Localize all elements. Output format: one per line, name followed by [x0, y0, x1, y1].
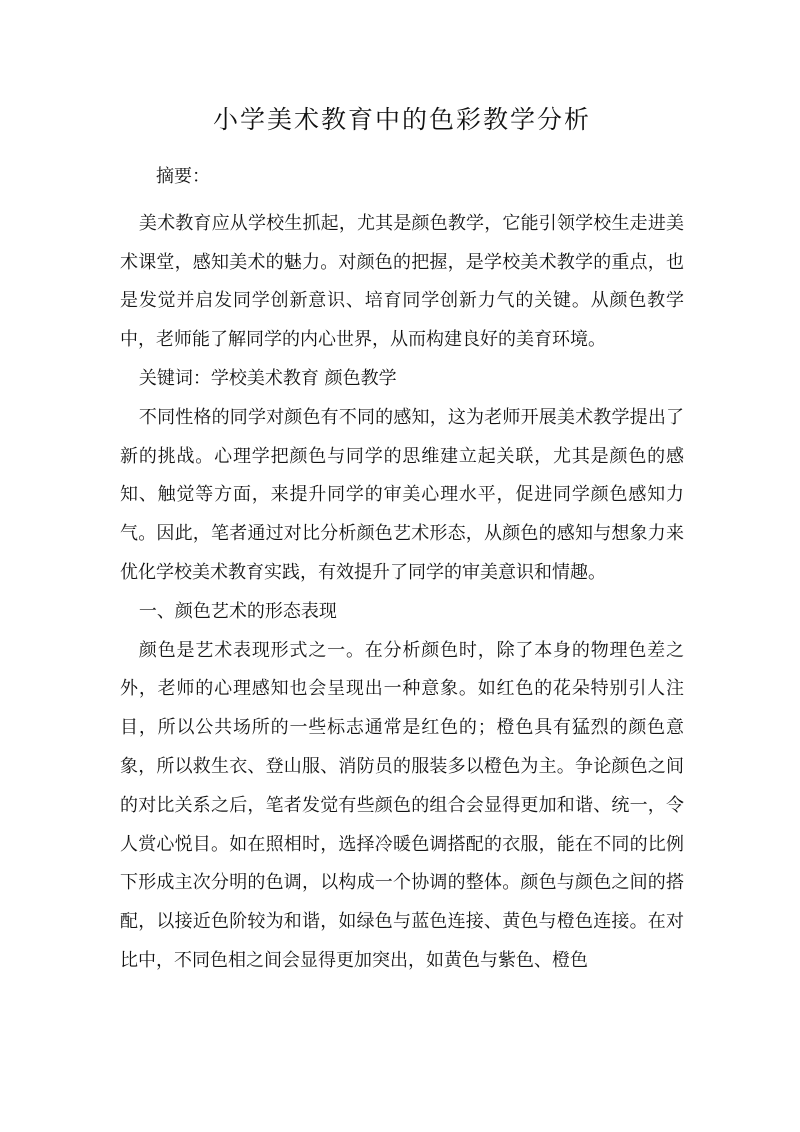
intro-paragraph: 不同性格的同学对颜色有不同的感知，这为老师开展美术教学提出了新的挑战。心理学把颜色与同学的思维建立起关联，尤其是颜色的感知、触觉等方面，来提升同学的审美心理水平，促进同学颜色感知力气。因此，笔者通过对比分析颜色艺术形态，从颜色的感知与想象力来优化学校美术教育实践，有效提升了同学的审美意识和情趣。 [120, 406, 684, 583]
abstract-paragraph: 美术教育应从学校生抓起，尤其是颜色教学，它能引领学校生走进美术课堂，感知美术的魅力。对颜色的把握，是学校美术教学的重点，也是发觉并启发同学创新意识、培育同学创新力气的关键。从颜色教学中，老师能了解同学的内心世界，从而构建良好的美育环境。 [120, 212, 684, 351]
section-paragraph: 颜色是艺术表现形式之一。在分析颜色时，除了本身的物理色差之外，老师的心理感知也会呈现出一种意象。如红色的花朵特别引人注目，所以公共场所的一些标志通常是红色的；橙色具有猛烈的颜色意象，所以救生衣、登山服、消防员的服装多以橙色为主。争论颜色之间的对比关系之后，笔者发觉有些颜色的组合会显得更加和谐、统一，令人赏心悦目。如在照相时，选择冷暖色调搭配的衣服，能在不同的比例下形成主次分明的色调，以构成一个协调的整体。颜色与颜色之间的搭配，以接近色阶较为和谐，如绿色与蓝色连接、黄色与橙色连接。在对比中，不同色相之间会显得更加突出，如黄色与紫色、橙色 [120, 639, 684, 971]
document-title: 小学美术教育中的色彩教学分析 [212, 105, 591, 134]
abstract-label: 摘要： [156, 166, 210, 187]
section-heading: 一、颜色艺术的形态表现 [138, 600, 337, 622]
keywords-line: 关键词：学校美术教育 颜色教学 [138, 367, 397, 389]
